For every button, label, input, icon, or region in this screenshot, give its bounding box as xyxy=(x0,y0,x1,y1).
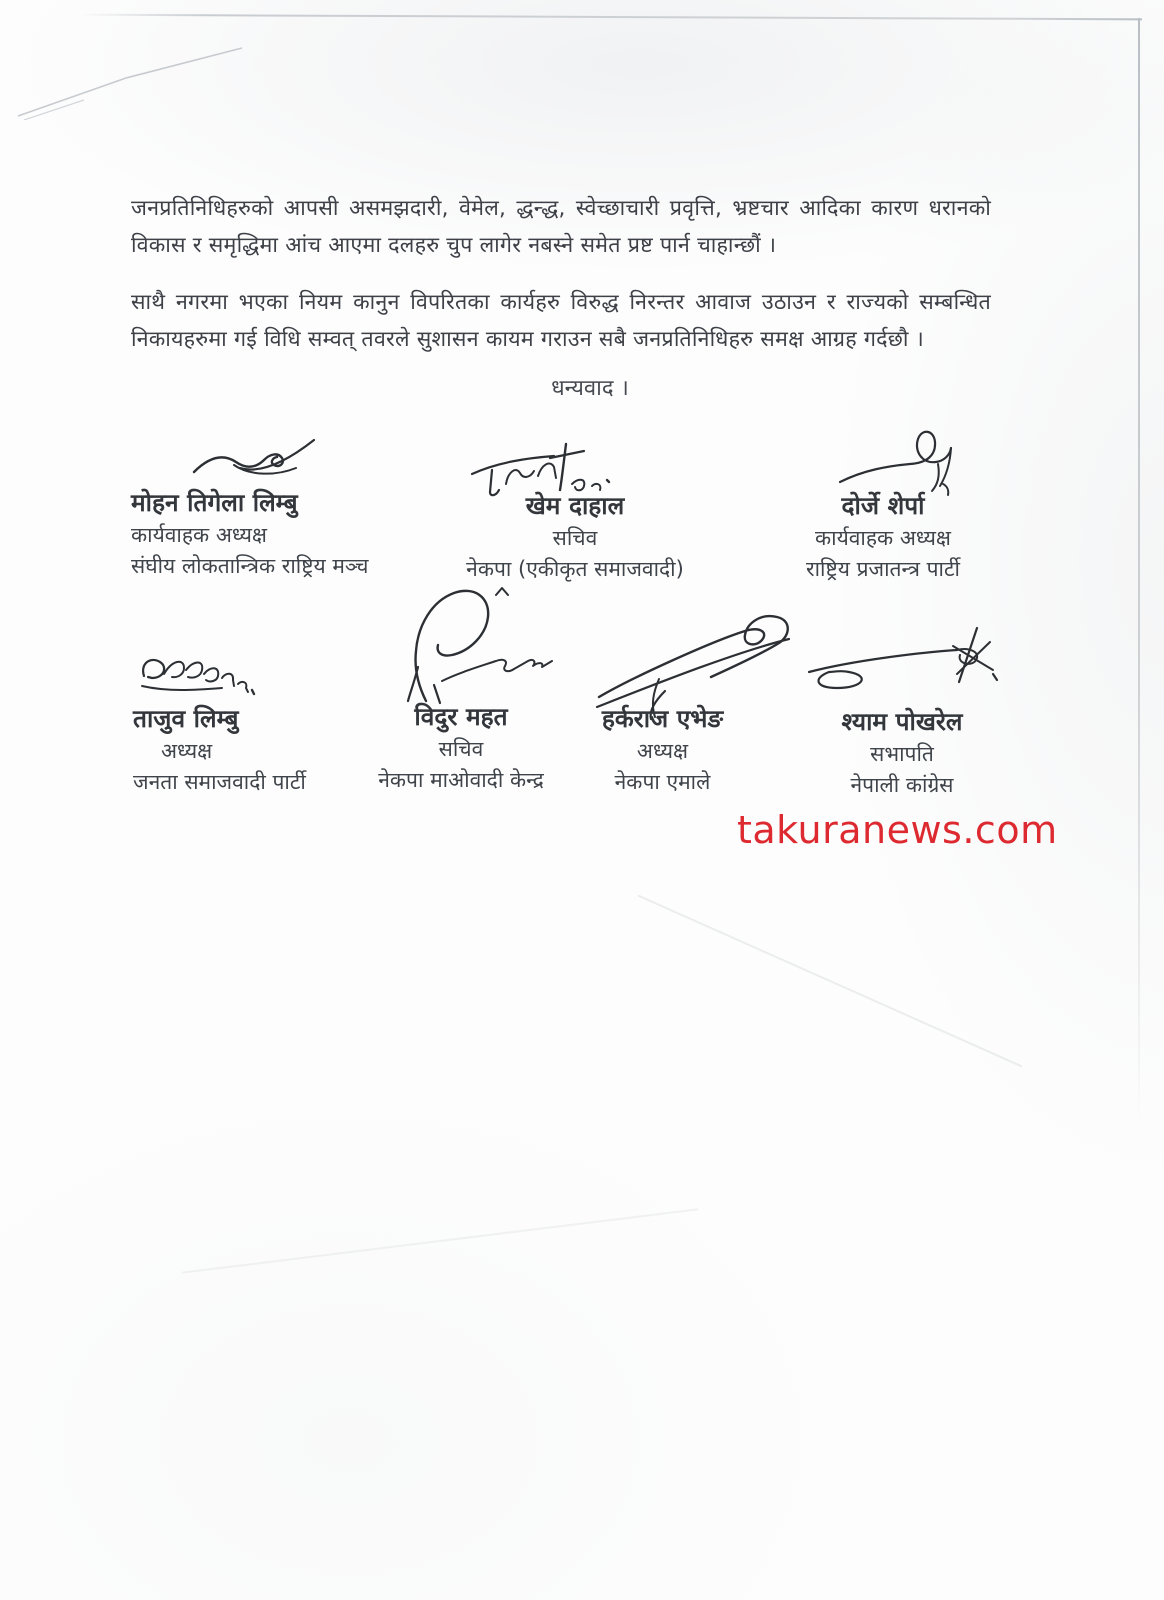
watermark-takuranews: takuranews.com xyxy=(737,808,1058,852)
signatory-block-harka-uml xyxy=(575,702,750,797)
signatory-title: अध्यक्ष xyxy=(636,739,689,763)
paper-right-edge xyxy=(1138,18,1140,1128)
signatory-block-dorje-sherpa xyxy=(758,489,1008,584)
signatory-name: दोर्जे शेर्पा xyxy=(841,491,925,520)
paper-top-edge xyxy=(78,14,1142,21)
signatory-title: कार्यवाहक अध्यक्ष xyxy=(815,526,951,550)
signatory-party: नेकपा (एकीकृत समाजवादी) xyxy=(466,557,684,581)
signatory-title: सचिव xyxy=(552,526,598,550)
signature-bidur-mahat xyxy=(398,583,560,707)
letter-closing: धन्यवाद । xyxy=(551,376,629,401)
signatory-party: नेपाली कांग्रेस xyxy=(850,773,954,797)
paper-crease xyxy=(182,1208,698,1273)
signatory-block-mohan-tigela xyxy=(131,486,451,581)
signatory-title: अध्यक्ष xyxy=(161,739,213,763)
signatory-party: नेकपा माओवादी केन्द्र xyxy=(378,768,544,792)
signatory-name: खेम दाहाल xyxy=(525,491,625,520)
signatory-party: राष्ट्रिय प्रजातन्त्र पार्टी xyxy=(805,557,960,581)
signatory-name: हर्कराज एभेङ xyxy=(601,704,724,733)
paper-crease xyxy=(638,895,1023,1068)
signatory-name: श्याम पोखरेल xyxy=(841,707,963,736)
signature-mohan-tigela xyxy=(190,430,322,490)
letter-paragraph-1: जनप्रतिनिधिहरुको आपसी असमझदारी, वेमेल, द्धन्द्ध, स्वेच्छाचारी प्रवृत्ति, भ्रष्टचार आदिका कारण धरानको विकास र समृद्धिमा आंच आएमा दलहरु चुप लागेर नबस्ने समेत प्रष्ट पार्न चाहान्छौं । xyxy=(131,195,991,258)
signature-dorje-sherpa xyxy=(838,420,970,500)
signatory-block-tajuv-limbu xyxy=(133,702,306,797)
corner-fold-crease xyxy=(14,42,246,120)
signatory-name: विदुर महत xyxy=(414,702,508,731)
signature-tajuv-limbu xyxy=(136,648,288,704)
letter-paragraph-2: साथै नगरमा भएका नियम कानुन विपरितका कार्यहरु विरुद्ध निरन्तर आवाज उठाउन र राज्यको सम्बन्धित निकायहरुमा गई विधि सम्वत् तवरले सुशासन कायम गराउन सबै जनप्रतिनिधिहरु समक्ष आग्रह गर्दछौ । xyxy=(131,289,991,352)
signatory-name: मोहन तिगेला लिम्बु xyxy=(131,488,298,517)
signature-shyam-pokharel xyxy=(805,618,1007,704)
signatory-party: संघीय लोकतान्त्रिक राष्ट्रिय मञ्च xyxy=(131,554,369,578)
signatory-title: कार्यवाहक अध्यक्ष xyxy=(131,523,267,547)
signatory-block-khem-dahal xyxy=(420,489,730,584)
signatory-title: सचिव xyxy=(438,737,484,761)
signatory-block-shyam-pokharel xyxy=(812,705,992,800)
signatory-block-bidur-mahat xyxy=(352,700,570,795)
signatory-name: ताजुव लिम्बु xyxy=(133,704,239,733)
signatory-party: नेकपा एमाले xyxy=(614,770,711,794)
signatory-title: सभापति xyxy=(870,742,934,766)
signatory-party: जनता समाजवादी पार्टी xyxy=(133,770,306,794)
